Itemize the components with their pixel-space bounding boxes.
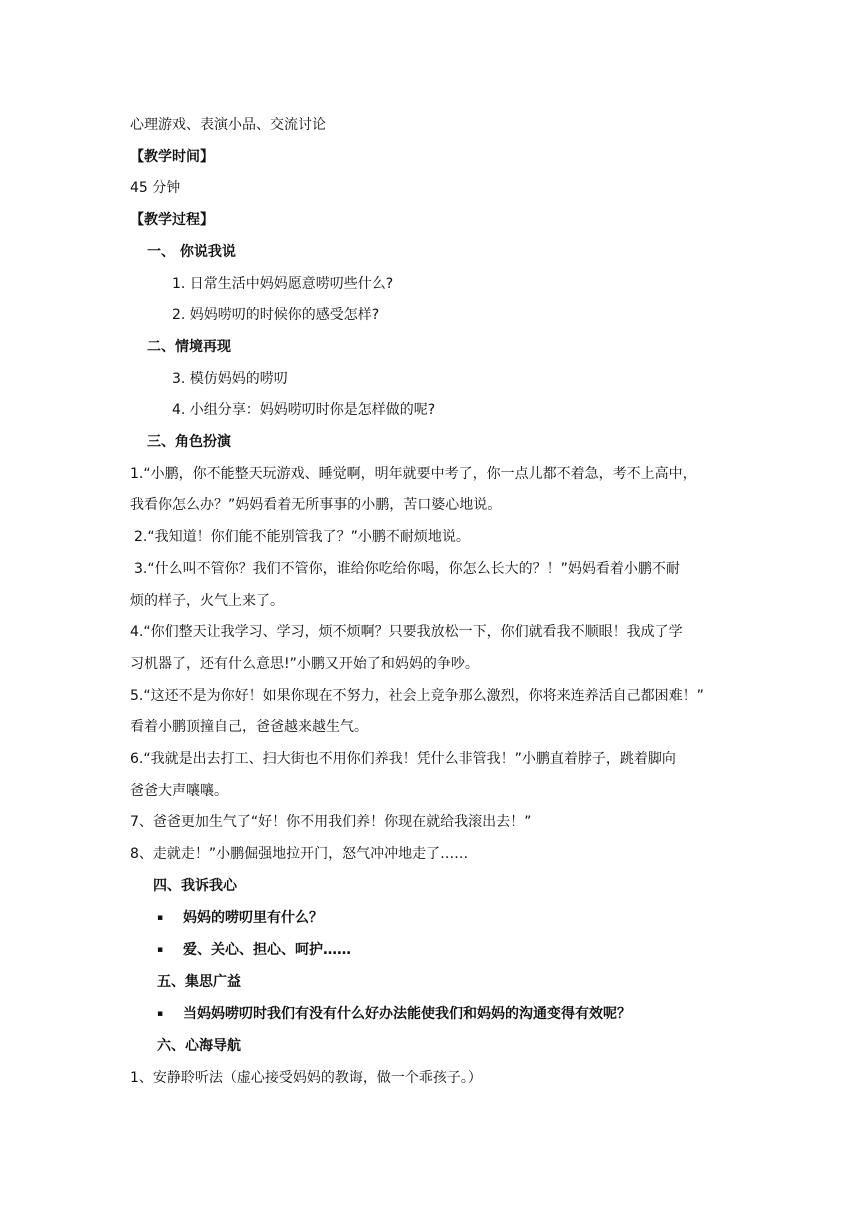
dialogue-3-line-2: 烦的样子，火气上来了。 bbox=[130, 593, 284, 609]
method-1: 1、安静聆听法（虚心接受妈妈的教诲，做一个乖孩子。） bbox=[130, 1070, 482, 1086]
dialogue-5-line-2: 看着小鹏顶撞自己，爸爸越来越生气。 bbox=[130, 719, 368, 735]
section-1-item-1: 1. 日常生活中妈妈愿意唠叨些什么? bbox=[172, 276, 394, 292]
dialogue-5-line-1: 5.“这还不是为你好！如果你现在不努力，社会上竞争那么激烈，你将来连养活自己都困难！” bbox=[130, 688, 704, 704]
dialogue-1-line-2: 我看你怎么办？”妈妈看着无所事事的小鹏，苦口婆心地说。 bbox=[130, 497, 502, 513]
dialogue-2: 2.“我知道！你们能不能别管我了？”小鹏不耐烦地说。 bbox=[134, 529, 470, 545]
teaching-methods-text: 心理游戏、表演小品、交流讨论 bbox=[130, 117, 326, 133]
bullet-icon: ▪ bbox=[157, 1009, 164, 1019]
dialogue-1-line-1: 1.“小鹏，你不能整天玩游戏、睡觉啊，明年就要中考了，你一点儿都不着急，考不上高中， bbox=[130, 466, 697, 482]
dialogue-3-line-1: 3.“什么叫不管你？我们不管你，谁给你吃给你喝，你怎么长大的？！”妈妈看着小鹏不耐 bbox=[134, 561, 680, 577]
dialogue-6-line-1: 6.“我就是出去打工、扫大街也不用你们养我！凭什么非管我！”小鹏直着脖子，跳着脚向 bbox=[130, 751, 676, 767]
teaching-process-heading: 【教学过程】 bbox=[130, 212, 214, 228]
dialogue-8: 8、走就走！”小鹏倔强地拉开门，怒气冲冲地走了…… bbox=[130, 846, 469, 862]
dialogue-6-line-2: 爸爸大声嚷嚷。 bbox=[130, 783, 228, 799]
teaching-time-value: 45 分钟 bbox=[130, 180, 181, 196]
section-1-heading: 一、 你说我说 bbox=[147, 244, 236, 260]
section-4-heading: 四、我诉我心 bbox=[153, 878, 237, 894]
teaching-time-heading: 【教学时间】 bbox=[130, 149, 214, 165]
dialogue-7: 7、爸爸更加生气了“好！你不用我们养！你现在就给我滚出去！” bbox=[130, 814, 532, 830]
section-2-item-3: 3. 模仿妈妈的唠叨 bbox=[172, 371, 288, 387]
dialogue-4-line-2: 习机器了，还有什么意思!”小鹏又开始了和妈妈的争吵。 bbox=[130, 656, 479, 672]
section-2-item-4: 4. 小组分享：妈妈唠叨时你是怎样做的呢? bbox=[172, 402, 436, 418]
section-1-item-2: 2. 妈妈唠叨的时候你的感受怎样? bbox=[172, 307, 380, 323]
dialogue-4-line-1: 4.“你们整天让我学习、学习，烦不烦啊？只要我放松一下，你们就看我不顺眼！我成了学 bbox=[130, 624, 683, 640]
section-5-heading: 五、集思广益 bbox=[157, 974, 241, 990]
bullet-icon: ▪ bbox=[157, 913, 164, 923]
bullet-icon: ▪ bbox=[157, 945, 164, 955]
section-6-heading: 六、心海导航 bbox=[157, 1038, 241, 1054]
section-3-heading: 三、角色扮演 bbox=[147, 434, 231, 450]
bullet-text: 妈妈的唠叨里有什么？ bbox=[183, 910, 323, 926]
section-2-heading: 二、情境再现 bbox=[147, 339, 231, 355]
bullet-text: 当妈妈唠叨时我们有没有什么好办法能使我们和妈妈的沟通变得有效呢？ bbox=[183, 1006, 631, 1022]
bullet-text: 爱、关心、担心、呵护…… bbox=[183, 942, 351, 958]
